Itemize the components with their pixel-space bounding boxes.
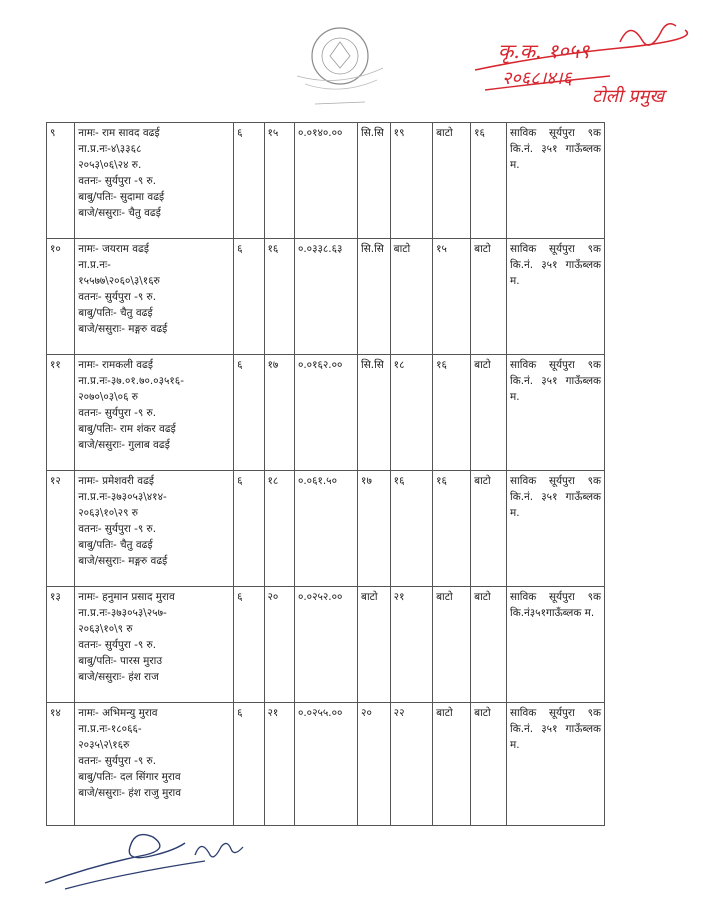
boundary-east: २० [358, 703, 391, 826]
boundary-west: १९ [390, 123, 432, 239]
boundary-south: बाटो [471, 587, 507, 703]
boundary-north: बाटो [433, 703, 471, 826]
address: वतनः- सुर्यपुरा -९ रु. [78, 639, 157, 651]
citizenship-number: ना.प्र.नः-३७.०१.७०.०३५१६- [78, 375, 184, 387]
boundary-north: १६ [433, 471, 471, 587]
table-row [47, 703, 605, 826]
table-row [47, 123, 605, 239]
serial-number: ११ [47, 355, 75, 471]
table-row [47, 239, 605, 355]
boundary-north: बाटो [433, 587, 471, 703]
boundary-east: १७ [358, 471, 391, 587]
remarks: साविक सूर्यपुरा ९क कि.नं. ३५१ गाऊँब्लक म. [507, 703, 605, 826]
owner-details [75, 587, 234, 703]
owner-name: नामः- प्रमेशवरी वढई [78, 475, 155, 487]
citizenship-number: ना.प्र.नः-३७३०५३\२५७- [78, 607, 167, 619]
address: वतनः- सुर्यपुरा -९ रु. [78, 523, 157, 535]
remarks: साविक सूर्यपुरा ९क कि.नं३५१गाऊँब्लक म. [507, 587, 605, 703]
grandfather-name: बाजे/ससुराः- चैतु वढई [78, 207, 161, 219]
father-name: बाबु/पतिः- दल सिंगार मुराव [78, 771, 181, 783]
area-value: ०.०२५५.०० [294, 703, 357, 826]
remarks: साविक सूर्यपुरा ९क कि.नं. ३५१ गाऊँब्लक म. [507, 239, 605, 355]
owner-details [75, 471, 234, 587]
boundary-north: बाटो [433, 123, 471, 239]
kitta-number: २१ [264, 703, 294, 826]
issue-date: २०५३\०६\२४ रु. [78, 159, 142, 171]
ward-number: ६ [234, 587, 264, 703]
boundary-west: १८ [390, 355, 432, 471]
issue-date: १५५७७\२०६०\३\१६रु [78, 275, 160, 287]
boundary-east: सि.सि [358, 355, 391, 471]
grandfather-name: बाजे/ससुराः- हंश राज [78, 671, 159, 683]
bottom-signatures [35, 815, 275, 895]
grandfather-name: बाजे/ससुराः- हंश राजु मुराव [78, 787, 182, 799]
boundary-east: सि.सि [358, 239, 391, 355]
issue-date: २०३५\२\१६रु [78, 739, 130, 751]
owner-details [75, 239, 234, 355]
father-name: बाबु/पतिः- सुदामा वढई [78, 191, 165, 203]
citizenship-number: ना.प्र.नः- [78, 259, 111, 271]
kitta-number: १६ [264, 239, 294, 355]
ward-number: ६ [234, 703, 264, 826]
office-seal [285, 18, 395, 110]
citizenship-number: ना.प्र.नः-४\३३६८ [78, 143, 142, 155]
kitta-number: २० [264, 587, 294, 703]
address: वतनः- सुर्यपुरा -९ रु. [78, 407, 157, 419]
serial-number: १४ [47, 703, 75, 826]
boundary-west: २१ [390, 587, 432, 703]
boundary-north: १६ [433, 355, 471, 471]
area-value: ०.०६१.५० [294, 471, 357, 587]
owner-details [75, 355, 234, 471]
issue-date: २०७०\०३\०६ रु [78, 391, 139, 403]
father-name: बाबु/पतिः- चैतु वढई [78, 307, 153, 319]
table-row [47, 471, 605, 587]
father-name: बाबु/पतिः- चैतु वढई [78, 539, 153, 551]
serial-number: १३ [47, 587, 75, 703]
owner-details [75, 703, 234, 826]
boundary-south: बाटो [471, 471, 507, 587]
area-value: ०.०१४०.०० [294, 123, 357, 239]
table-row [47, 355, 605, 471]
owner-name: नामः- अभिमन्यु मुराव [78, 707, 158, 719]
table-row [47, 587, 605, 703]
area-value: ०.०३३८.६३ [294, 239, 357, 355]
father-name: बाबु/पतिः- राम शंकर वढई [78, 423, 176, 435]
ward-number: ६ [234, 239, 264, 355]
boundary-south: १६ [471, 123, 507, 239]
citizenship-number: ना.प्र.नः-३७३०५३\४१४- [78, 491, 167, 503]
boundary-south: बाटो [471, 239, 507, 355]
issue-date: २०६३\१०\९ रु [78, 623, 133, 635]
boundary-east: बाटो [358, 587, 391, 703]
svg-text:२०६८।४।६: २०६८।४।६ [502, 68, 572, 89]
address: वतनः- सुर्यपुरा -९ रु. [78, 755, 157, 767]
remarks: साविक सूर्यपुरा ९क कि.नं. ३५१ गाऊँब्लक म. [507, 355, 605, 471]
svg-text:कृ.क. १०५९: कृ.क. १०५९ [498, 39, 590, 63]
owner-name: नामः- हनुमान प्रसाद मुराव [78, 591, 175, 603]
boundary-north: १५ [433, 239, 471, 355]
boundary-east: सि.सि [358, 123, 391, 239]
land-record-table [46, 122, 605, 826]
kitta-number: १५ [264, 123, 294, 239]
handwritten-approval-signature [470, 12, 695, 107]
serial-number: १० [47, 239, 75, 355]
boundary-south: बाटो [471, 703, 507, 826]
ward-number: ६ [234, 123, 264, 239]
boundary-west: १६ [390, 471, 432, 587]
issue-date: २०६३\१०\२९ रु [78, 507, 139, 519]
remarks: साविक सूर्यपुरा ९क कि.नं. ३५१ गाऊँब्लक म. [507, 123, 605, 239]
remarks: साविक सूर्यपुरा ९क कि.नं. ३५१ गाऊँब्लक म. [507, 471, 605, 587]
boundary-south: बाटो [471, 355, 507, 471]
area-value: ०.०१६२.०० [294, 355, 357, 471]
owner-details [75, 123, 234, 239]
boundary-west: २२ [390, 703, 432, 826]
kitta-number: १७ [264, 355, 294, 471]
father-name: बाबु/पतिः- पारस मुराउ [78, 655, 163, 667]
area-value: ०.०२५२.०० [294, 587, 357, 703]
grandfather-name: बाजे/ससुराः- मङ्गरु वढई [78, 555, 168, 567]
boundary-west: बाटो [390, 239, 432, 355]
svg-text:टोली प्रमुख: टोली प्रमुख [592, 86, 665, 107]
grandfather-name: बाजे/ससुराः- मङ्गरु वढई [78, 323, 168, 335]
owner-name: नामः- राम सावद वढई [78, 127, 160, 139]
address: वतनः- सुर्यपुरा -९ रु. [78, 175, 157, 187]
serial-number: ९ [47, 123, 75, 239]
address: वतनः- सुर्यपुरा -९ रु. [78, 291, 157, 303]
ward-number: ६ [234, 355, 264, 471]
citizenship-number: ना.प्र.नः-१८०६६- [78, 723, 142, 735]
ward-number: ६ [234, 471, 264, 587]
owner-name: नामः- जयराम वढई [78, 243, 150, 255]
grandfather-name: बाजे/ससुराः- गुलाब वढई [78, 439, 170, 451]
kitta-number: १८ [264, 471, 294, 587]
owner-name: नामः- रामकली वढई [78, 359, 153, 371]
serial-number: १२ [47, 471, 75, 587]
